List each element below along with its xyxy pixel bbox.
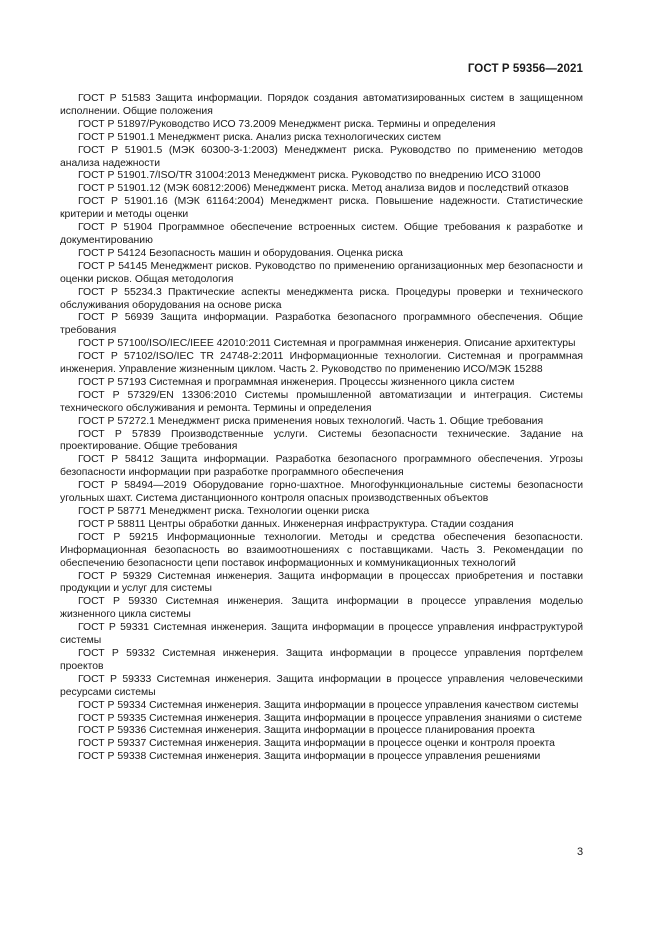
page-number: 3 bbox=[577, 846, 584, 858]
reference-item: ГОСТ Р 57193 Системная и программная инженерия. Процессы жизненного цикла систем bbox=[78, 376, 515, 388]
reference-item: ГОСТ Р 51897/Руководство ИСО 73.2009 Менеджмент риска. Термины и определения bbox=[78, 118, 496, 130]
reference-item: ГОСТ Р 59334 Системная инженерия. Защита информации в процессе управления качеством системы bbox=[78, 699, 579, 711]
reference-item: ГОСТ Р 58771 Менеджмент риска. Технологии оценки риска bbox=[78, 506, 370, 517]
reference-item: ГОСТ Р 55234.3 Практические аспекты менеджмента риска. Процедуры проверки и технического обслуживания оборудования на основе риска bbox=[60, 286, 583, 311]
reference-item: ГОСТ Р 58494—2019 Оборудование горно-шахтное. Многофункциональные системы безопасности угольных шахт. Система дистанционного контроля опасных производственных объектов bbox=[60, 480, 583, 505]
reference-item: ГОСТ Р 59329 Системная инженерия. Защита информации в процессах приобретения и поставки продукции и услуг для системы bbox=[60, 570, 583, 595]
reference-item: ГОСТ Р 59333 Системная инженерия. Защита информации в процессе управления человеческими ресурсами системы bbox=[60, 673, 583, 698]
reference-item: ГОСТ Р 59332 Системная инженерия. Защита информации в процессе управления портфелем проектов bbox=[60, 647, 583, 672]
reference-item: ГОСТ Р 51583 Защита информации. Порядок создания автоматизированных систем в защищенном исполнении. Общие положения bbox=[60, 93, 583, 117]
reference-item: ГОСТ Р 59338 Системная инженерия. Защита информации в процессе управления решениями bbox=[78, 751, 541, 763]
reference-item: ГОСТ Р 57102/ISO/IEC TR 24748-2:2011 Информационные технологии. Системная и программная инженерия. Управление жизненным циклом. Часть 2. Руководство по применению ИСО/МЭК 15288 bbox=[60, 351, 583, 376]
reference-item: ГОСТ Р 51901.5 (МЭК 60300-3-1:2003) Менеджмент риска. Руководство по применению методов анализа надежности bbox=[60, 144, 583, 169]
document-code: ГОСТ Р 59356—2021 bbox=[467, 63, 583, 75]
reference-item: ГОСТ Р 51901.7/ISO/TR 31004:2013 Менеджмент риска. Руководство по внедрению ИСО 31000 bbox=[78, 170, 541, 182]
normative-references-list bbox=[60, 93, 583, 764]
reference-item: ГОСТ Р 57329/EN 13306:2010 Системы промышленной автоматизации и интеграция. Системы технического обслуживания и ремонта. Термины и определения bbox=[60, 389, 583, 414]
reference-item: ГОСТ Р 51904 Программное обеспечение встроенных систем. Общие требования к разработке и документированию bbox=[60, 222, 583, 246]
reference-item: ГОСТ Р 51901.12 (МЭК 60812:2006) Менеджмент риска. Метод анализа видов и последствий отказов bbox=[78, 183, 569, 195]
reference-item: ГОСТ Р 51901.16 (МЭК 61164:2004) Менеджмент риска. Повышение надежности. Статистические критерии и методы оценки bbox=[60, 196, 583, 221]
reference-item: ГОСТ Р 54145 Менеджмент рисков. Руководство по применению организационных мер безопасности и оценки рисков. Общая методология bbox=[60, 260, 583, 285]
reference-item: ГОСТ Р 59337 Системная инженерия. Защита информации в процессе оценки и контроля проекта bbox=[78, 738, 555, 750]
reference-item: ГОСТ Р 56939 Защита информации. Разработка безопасного программного обеспечения. Общие требования bbox=[60, 312, 583, 337]
reference-item: ГОСТ Р 57272.1 Менеджмент риска применения новых технологий. Часть 1. Общие требования bbox=[78, 415, 544, 427]
reference-item: ГОСТ Р 59335 Системная инженерия. Защита информации в процессе управления знаниями о системе bbox=[78, 712, 583, 724]
reference-item: ГОСТ Р 57100/ISO/IEC/IEEE 42010:2011 Системная и программная инженерия. Описание архитектуры bbox=[78, 338, 576, 350]
reference-item: ГОСТ Р 59330 Системная инженерия. Защита информации в процессе управления моделью жизненного цикла системы bbox=[60, 596, 583, 621]
reference-item: ГОСТ Р 59215 Информационные технологии. Методы и средства обеспечения безопасности. Информационная безопасность во взаимоотношениях с поставщиками. Часть 3. Рекомендации по обеспечению безопасности цепи поставок информационных и коммуникационных технологий bbox=[60, 531, 583, 569]
reference-item: ГОСТ Р 58412 Защита информации. Разработка безопасного программного обеспечения. Угрозы безопасности информации при разработке программного обеспечения bbox=[60, 454, 583, 479]
reference-item: ГОСТ Р 58811 Центры обработки данных. Инженерная инфраструктура. Стадии создания bbox=[78, 518, 514, 530]
reference-item: ГОСТ Р 51901.1 Менеджмент риска. Анализ риска технологических систем bbox=[78, 131, 442, 143]
reference-item: ГОСТ Р 59331 Системная инженерия. Защита информации в процессе управления инфраструктурой системы bbox=[60, 622, 583, 647]
reference-item: ГОСТ Р 57839 Производственные услуги. Системы безопасности технические. Задание на проектирование. Общие требования bbox=[60, 428, 583, 453]
reference-item: ГОСТ Р 54124 Безопасность машин и оборудования. Оценка риска bbox=[78, 247, 403, 259]
reference-item: ГОСТ Р 59336 Системная инженерия. Защита информации в процессе планирования проекта bbox=[78, 725, 535, 737]
